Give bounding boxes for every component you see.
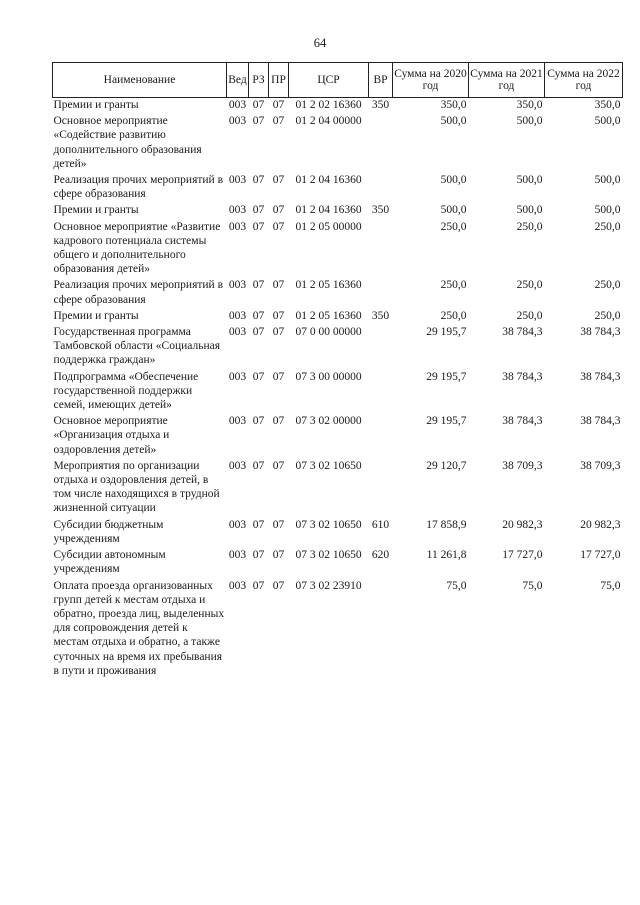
- cell-sum-2020: 29 120,7: [426, 459, 467, 472]
- cell-ved: 003: [228, 279, 247, 292]
- cell-vr: 620: [371, 549, 390, 562]
- table-body: [53, 98, 623, 680]
- cell-pr: 07: [272, 579, 285, 592]
- cell-sum-2021: 250,0: [516, 220, 543, 233]
- cell-rz: 07: [252, 115, 265, 128]
- cell-csr: 07 3 02 10650: [295, 549, 362, 562]
- cell-pr: 07: [272, 174, 285, 187]
- cell-sum-2022: 20 982,3: [580, 518, 621, 531]
- cell-rz: 07: [252, 518, 265, 531]
- cell-name: Основное мероприятие «Организация отдыха и оздоровления детей»: [53, 415, 170, 456]
- cell-ved: 003: [228, 99, 247, 111]
- cell-pr: 07: [272, 204, 285, 217]
- cell-pr: 07: [272, 279, 285, 292]
- cell-sum-2022: 250,0: [594, 309, 621, 322]
- table-row: [53, 309, 623, 325]
- cell-ved: 003: [228, 518, 247, 531]
- header-sum-2022: Сумма на 2022 год: [545, 63, 623, 98]
- cell-sum-2022: 75,0: [600, 579, 621, 592]
- cell-vr: [369, 579, 393, 680]
- cell-vr: [369, 173, 393, 203]
- cell-sum-2020: 500,0: [440, 204, 467, 217]
- table-row: [53, 278, 623, 308]
- table-row: [53, 173, 623, 203]
- cell-sum-2021: 250,0: [516, 309, 543, 322]
- budget-table: [52, 62, 623, 680]
- cell-rz: 07: [252, 415, 265, 428]
- cell-sum-2022: 250,0: [594, 279, 621, 292]
- cell-sum-2021: 38 784,3: [502, 370, 543, 383]
- table-row: [53, 325, 623, 370]
- cell-sum-2020: 250,0: [440, 309, 467, 322]
- cell-ved: 003: [228, 459, 247, 472]
- cell-vr: 610: [371, 518, 390, 531]
- cell-pr: 07: [272, 549, 285, 562]
- table-row: [53, 518, 623, 548]
- table-row: [53, 220, 623, 279]
- header-sum-2021: Сумма на 2021 год: [469, 63, 545, 98]
- header-rz: РЗ: [249, 63, 269, 98]
- cell-sum-2021: 38 784,3: [502, 415, 543, 428]
- header-sum-2020: Сумма на 2020 год: [393, 63, 469, 98]
- cell-csr: 01 2 04 16360: [295, 204, 362, 217]
- header-csr: ЦСР: [289, 63, 369, 98]
- cell-rz: 07: [252, 99, 265, 111]
- cell-ved: 003: [228, 220, 247, 233]
- cell-name: Реализация прочих мероприятий в сфере образования: [53, 174, 223, 201]
- cell-csr: 01 2 05 00000: [295, 220, 362, 233]
- cell-csr: 07 0 00 00000: [295, 326, 362, 339]
- cell-sum-2020: 500,0: [440, 115, 467, 128]
- cell-rz: 07: [252, 220, 265, 233]
- cell-vr: [369, 414, 393, 459]
- cell-pr: 07: [272, 99, 285, 111]
- cell-pr: 07: [272, 309, 285, 322]
- cell-sum-2021: 500,0: [516, 204, 543, 217]
- cell-rz: 07: [252, 204, 265, 217]
- cell-vr: 350: [371, 309, 390, 322]
- cell-vr: 350: [371, 204, 390, 217]
- table-row: [53, 414, 623, 459]
- cell-pr: 07: [272, 326, 285, 339]
- header-vr: ВР: [369, 63, 393, 98]
- table-row: [53, 579, 623, 680]
- cell-rz: 07: [252, 370, 265, 383]
- cell-vr: [369, 278, 393, 308]
- cell-pr: 07: [272, 459, 285, 472]
- cell-csr: 07 3 02 10650: [295, 459, 362, 472]
- cell-sum-2020: 250,0: [440, 279, 467, 292]
- cell-csr: 01 2 04 00000: [295, 115, 362, 128]
- cell-vr: [369, 459, 393, 518]
- table-row: [53, 114, 623, 173]
- cell-csr: 01 2 05 16360: [295, 309, 362, 322]
- cell-vr: 350: [371, 99, 390, 111]
- page-number: 64: [313, 36, 327, 50]
- cell-name: Реализация прочих мероприятий в сфере образования: [53, 279, 223, 306]
- table-row: [53, 98, 623, 115]
- cell-rz: 07: [252, 549, 265, 562]
- cell-ved: 003: [228, 370, 247, 383]
- cell-sum-2021: 500,0: [516, 115, 543, 128]
- cell-name: Мероприятия по организации отдыха и оздоровления детей, в том числе находящихся в трудной жизненной ситуации: [53, 459, 220, 515]
- cell-name: Премии и гранты: [53, 204, 139, 217]
- cell-sum-2021: 250,0: [516, 279, 543, 292]
- cell-sum-2022: 500,0: [594, 174, 621, 187]
- cell-rz: 07: [252, 579, 265, 592]
- cell-sum-2021: 38 709,3: [502, 459, 543, 472]
- cell-sum-2022: 38 709,3: [580, 459, 621, 472]
- cell-sum-2020: 350,0: [440, 99, 467, 111]
- cell-sum-2021: 38 784,3: [502, 326, 543, 339]
- cell-rz: 07: [252, 174, 265, 187]
- cell-csr: 07 3 00 00000: [295, 370, 362, 383]
- cell-sum-2020: 250,0: [440, 220, 467, 233]
- cell-sum-2022: 17 727,0: [580, 549, 621, 562]
- cell-name: Подпрограмма «Обеспечение государственной поддержки семей, имеющих детей»: [53, 370, 199, 412]
- cell-name: Оплата проезда организованных групп детей к местам отдыха и обратно, проезда лиц, выделенных для сопровождения детей к местам отдыха и обратно, а также суточных на время их пребывания в пути и проживания: [53, 579, 225, 677]
- cell-name: Основное мероприятие «Содействие развитию дополнительного образования детей»: [53, 115, 202, 170]
- cell-ved: 003: [228, 326, 247, 339]
- cell-sum-2022: 500,0: [594, 204, 621, 217]
- cell-sum-2020: 75,0: [446, 579, 467, 592]
- cell-sum-2021: 75,0: [522, 579, 543, 592]
- cell-ved: 003: [228, 204, 247, 217]
- cell-rz: 07: [252, 326, 265, 339]
- cell-pr: 07: [272, 370, 285, 383]
- cell-csr: 07 3 02 23910: [295, 579, 362, 592]
- cell-ved: 003: [228, 415, 247, 428]
- cell-vr: [369, 370, 393, 415]
- cell-ved: 003: [228, 579, 247, 592]
- cell-name: Основное мероприятие «Развитие кадрового потенциала системы общего и дополнительного образования детей»: [53, 220, 221, 276]
- header-pr: ПР: [269, 63, 289, 98]
- table-row: [53, 459, 623, 518]
- cell-ved: 003: [228, 174, 247, 187]
- cell-sum-2022: 38 784,3: [580, 326, 621, 339]
- cell-name: Премии и гранты: [53, 99, 139, 111]
- cell-pr: 07: [272, 518, 285, 531]
- cell-pr: 07: [272, 220, 285, 233]
- table-row: [53, 203, 623, 219]
- cell-sum-2020: 29 195,7: [426, 415, 467, 428]
- cell-sum-2021: 20 982,3: [502, 518, 543, 531]
- budget-table-container: [52, 62, 622, 680]
- cell-rz: 07: [252, 309, 265, 322]
- cell-ved: 003: [228, 309, 247, 322]
- header-ved: Вед: [227, 63, 249, 98]
- cell-sum-2022: 250,0: [594, 220, 621, 233]
- cell-sum-2020: 29 195,7: [426, 326, 467, 339]
- cell-sum-2021: 350,0: [516, 99, 543, 111]
- cell-ved: 003: [228, 115, 247, 128]
- cell-csr: 07 3 02 10650: [295, 518, 362, 531]
- table-header: [53, 63, 623, 98]
- cell-pr: 07: [272, 115, 285, 128]
- cell-sum-2022: 350,0: [594, 99, 621, 111]
- cell-sum-2020: 11 261,8: [426, 549, 467, 562]
- cell-name: Премии и гранты: [53, 309, 139, 322]
- cell-name: Субсидии бюджетным учреждениям: [53, 518, 164, 545]
- cell-ved: 003: [228, 549, 247, 562]
- table-row: [53, 548, 623, 578]
- cell-sum-2022: 38 784,3: [580, 370, 621, 383]
- cell-sum-2020: 29 195,7: [426, 370, 467, 383]
- cell-vr: [369, 325, 393, 370]
- cell-name: Субсидии автономным учреждениям: [53, 549, 166, 576]
- cell-csr: 01 2 04 16360: [295, 174, 362, 187]
- cell-pr: 07: [272, 415, 285, 428]
- cell-rz: 07: [252, 459, 265, 472]
- cell-csr: 01 2 05 16360: [295, 279, 362, 292]
- cell-csr: 01 2 02 16360: [295, 99, 362, 111]
- header-name: Наименование: [53, 63, 227, 98]
- cell-rz: 07: [252, 279, 265, 292]
- cell-vr: [369, 114, 393, 173]
- cell-sum-2021: 17 727,0: [502, 549, 543, 562]
- cell-csr: 07 3 02 00000: [295, 415, 362, 428]
- cell-sum-2021: 500,0: [516, 174, 543, 187]
- cell-sum-2020: 17 858,9: [426, 518, 467, 531]
- cell-sum-2020: 500,0: [440, 174, 467, 187]
- cell-sum-2022: 38 784,3: [580, 415, 621, 428]
- table-row: [53, 370, 623, 415]
- cell-sum-2022: 500,0: [594, 115, 621, 128]
- cell-name: Государственная программа Тамбовской области «Социальная поддержка граждан»: [53, 326, 221, 367]
- cell-vr: [369, 220, 393, 279]
